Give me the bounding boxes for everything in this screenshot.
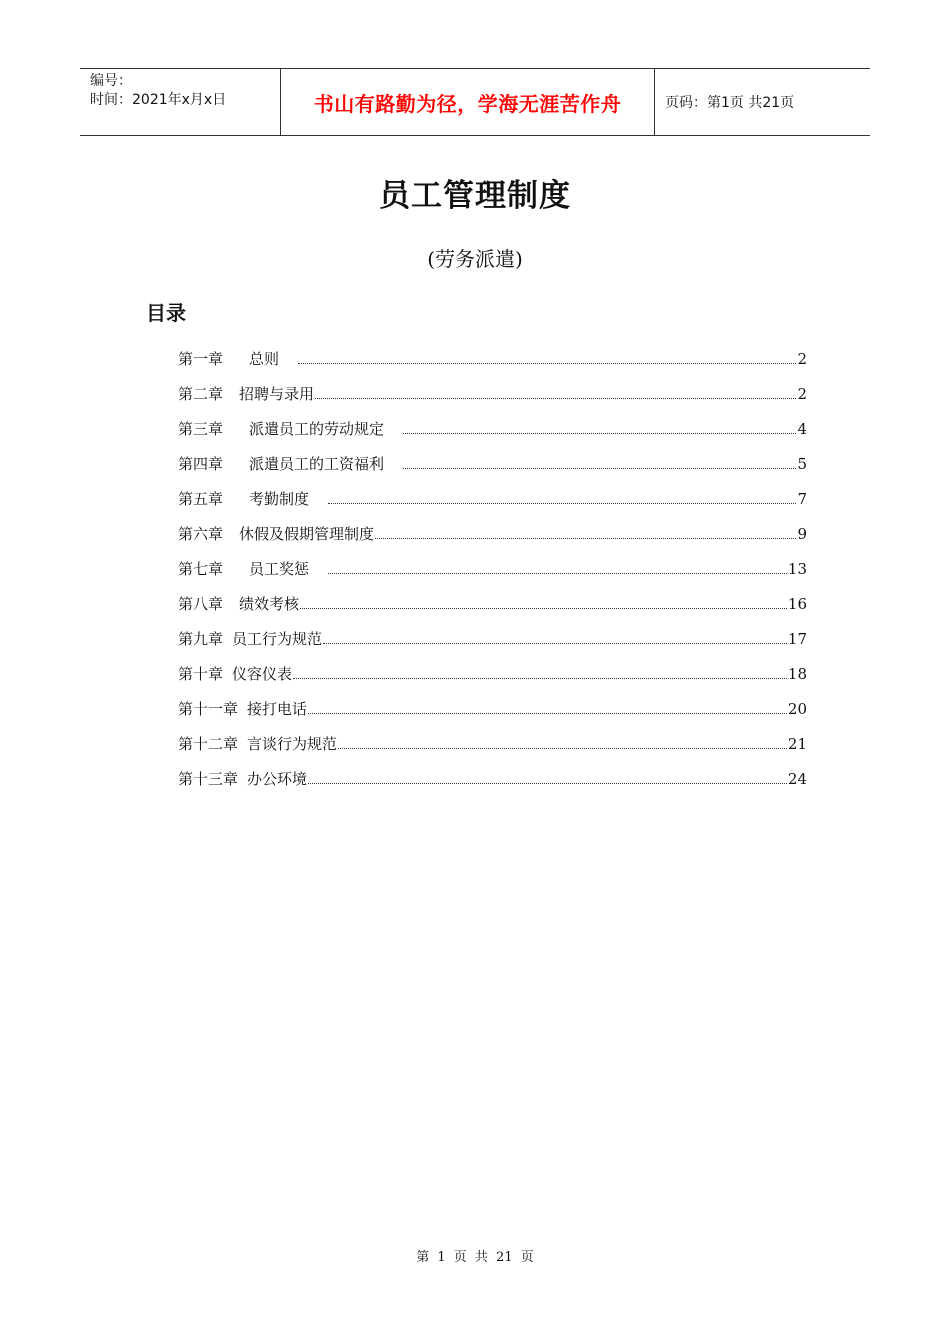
toc-chapter-number: 第十三章 — [178, 770, 239, 788]
toc-dot-leader — [293, 677, 787, 679]
toc-dot-leader — [403, 432, 796, 434]
toc-dot-leader — [298, 362, 796, 364]
toc-page-number: 16 — [787, 595, 807, 613]
toc-entry[interactable] — [178, 662, 807, 697]
toc-chapter-number: 第六章 — [178, 525, 224, 543]
toc-chapter-number: 第一章 — [178, 350, 224, 368]
document-subtitle: (劳务派遣) — [427, 247, 523, 271]
toc-entry[interactable] — [178, 347, 807, 382]
toc-page-number: 20 — [787, 700, 807, 718]
toc-chapter-number: 第七章 — [178, 560, 224, 578]
toc-page-number: 4 — [797, 420, 807, 438]
toc-chapter-title: 接打电话 — [247, 700, 308, 718]
toc-dot-leader — [375, 537, 796, 539]
page-header — [80, 68, 870, 136]
toc-chapter-title: 派遣员工的劳动规定 — [249, 420, 385, 438]
toc-entry[interactable] — [178, 697, 807, 732]
toc-chapter-number: 第十二章 — [178, 735, 239, 753]
toc-dot-leader — [300, 607, 787, 609]
toc-dot-leader — [323, 642, 787, 644]
toc-chapter-title: 言谈行为规范 — [247, 735, 338, 753]
toc-chapter-title: 休假及假期管理制度 — [239, 525, 375, 543]
toc-chapter-number: 第十章 — [178, 665, 224, 683]
table-of-contents — [178, 347, 807, 802]
toc-page-number: 24 — [787, 770, 807, 788]
page-footer: 第 1 页 共 21 页 — [416, 1250, 534, 1265]
toc-chapter-number: 第八章 — [178, 595, 224, 613]
toc-chapter-number: 第二章 — [178, 385, 224, 403]
toc-entry[interactable] — [178, 487, 807, 522]
toc-chapter-number: 第四章 — [178, 455, 224, 473]
toc-page-number: 9 — [797, 525, 807, 543]
document-time-label: 时间：2021年x月x日 — [90, 92, 227, 108]
toc-page-number: 7 — [797, 490, 807, 508]
toc-dot-leader — [315, 397, 796, 399]
toc-page-number: 13 — [787, 560, 807, 578]
toc-chapter-title: 办公环境 — [247, 770, 308, 788]
toc-page-number: 17 — [787, 630, 807, 648]
toc-chapter-title: 招聘与录用 — [239, 385, 315, 403]
toc-chapter-number: 第五章 — [178, 490, 224, 508]
toc-chapter-title: 总则 — [249, 350, 280, 368]
toc-chapter-title: 绩效考核 — [239, 595, 300, 613]
toc-chapter-title: 考勤制度 — [249, 490, 310, 508]
toc-entry[interactable] — [178, 417, 807, 452]
toc-dot-leader — [308, 712, 787, 714]
toc-entry[interactable] — [178, 522, 807, 557]
toc-entry[interactable] — [178, 557, 807, 592]
toc-chapter-title: 员工行为规范 — [232, 630, 323, 648]
toc-entry[interactable] — [178, 732, 807, 767]
toc-chapter-title: 员工奖惩 — [249, 560, 310, 578]
toc-dot-leader — [403, 467, 796, 469]
toc-chapter-title: 派遣员工的工资福利 — [249, 455, 385, 473]
toc-page-number: 5 — [797, 455, 807, 473]
toc-page-number: 18 — [787, 665, 807, 683]
document-number-label: 编号： — [90, 73, 132, 89]
header-page-info: 页码：第1页 共21页 — [665, 95, 795, 111]
toc-entry[interactable] — [178, 767, 807, 802]
toc-dot-leader — [328, 502, 796, 504]
header-motto: 书山有路勤为径，学海无涯苦作舟 — [281, 69, 655, 135]
toc-entry[interactable] — [178, 382, 807, 417]
toc-page-number: 2 — [797, 385, 807, 403]
toc-entry[interactable] — [178, 627, 807, 662]
toc-entry[interactable] — [178, 592, 807, 627]
toc-page-number: 21 — [787, 735, 807, 753]
toc-chapter-title: 仪容仪表 — [232, 665, 293, 683]
toc-dot-leader — [328, 572, 787, 574]
header-meta — [80, 69, 281, 135]
toc-chapter-number: 第十一章 — [178, 700, 239, 718]
toc-chapter-number: 第三章 — [178, 420, 224, 438]
toc-entry[interactable] — [178, 452, 807, 487]
toc-chapter-number: 第九章 — [178, 630, 224, 648]
toc-dot-leader — [308, 782, 787, 784]
toc-heading: 目录 — [146, 301, 186, 325]
document-title: 员工管理制度 — [379, 178, 571, 214]
toc-dot-leader — [338, 747, 787, 749]
toc-page-number: 2 — [797, 350, 807, 368]
